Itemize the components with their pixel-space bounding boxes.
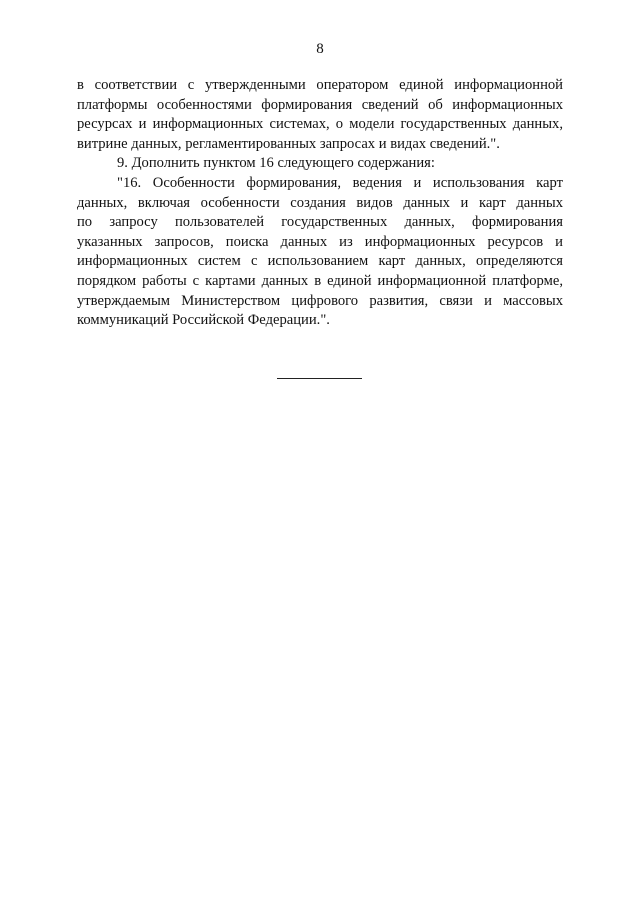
paragraph-item-16 xyxy=(77,174,563,331)
text-line: порядком работы с картами данных в единой информационной платформе, xyxy=(77,272,563,289)
page-number: 8 xyxy=(316,41,324,57)
text-line: ресурсах и информационных системах, о модели государственных данных, xyxy=(77,116,563,133)
text-line: платформы особенностями формирования сведений об информационных xyxy=(77,96,563,113)
paragraph-continuation xyxy=(77,76,563,154)
text-line: "16. Особенности формирования, ведения и использования карт xyxy=(117,174,563,191)
text-line: 9. Дополнить пунктом 16 следующего содержания: xyxy=(117,155,435,172)
text-line: по запросу пользователей государственных данных, формирования xyxy=(77,214,563,231)
paragraph-item-9 xyxy=(77,154,563,174)
text-line: витрине данных, регламентированных запросах и видах сведений.". xyxy=(77,135,500,152)
text-line: утверждаемым Министерством цифрового развития, связи и массовых xyxy=(77,292,563,309)
text-line: данных, включая особенности создания видов данных и карт данных xyxy=(77,194,563,211)
text-line: информационных систем с использованием карт данных, определяются xyxy=(77,253,563,270)
text-line: коммуникаций Российской Федерации.". xyxy=(77,312,330,329)
text-line: в соответствии с утвержденными оператором единой информационной xyxy=(77,77,563,93)
text-line: указанных запросов, поиска данных из информационных ресурсов и xyxy=(77,233,563,250)
body-text xyxy=(77,76,563,331)
end-separator-line xyxy=(277,378,362,379)
